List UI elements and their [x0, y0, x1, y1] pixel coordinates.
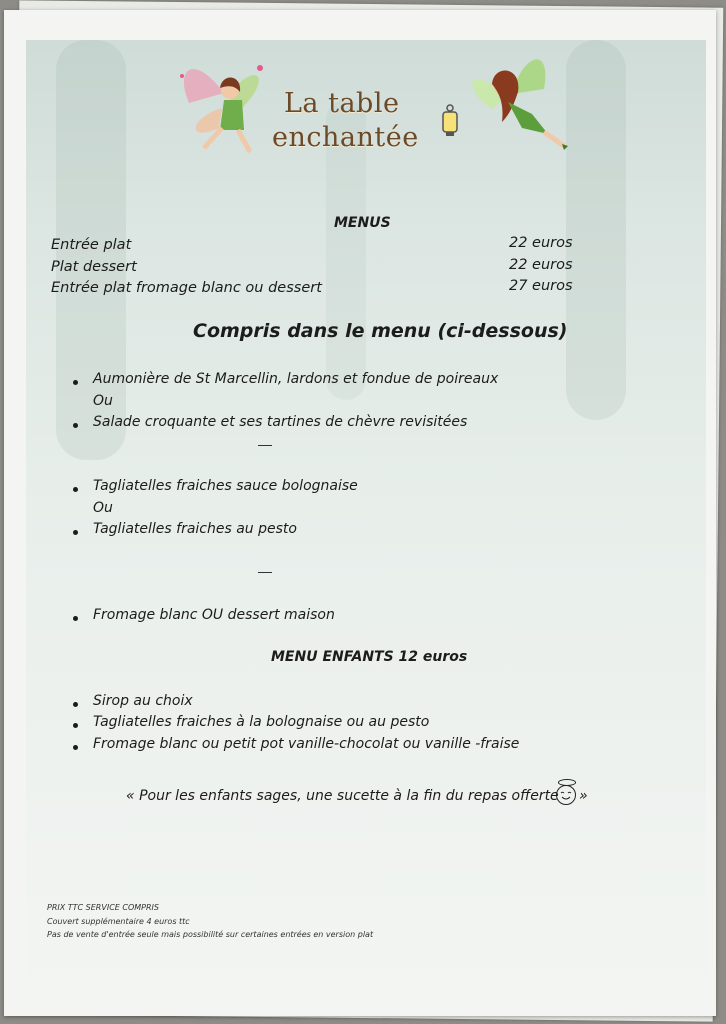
separator-dash — [258, 445, 272, 446]
bullet — [73, 723, 78, 728]
plat-item: Tagliatelles fraiches au pesto — [93, 521, 297, 537]
enfants-item: Fromage blanc ou petit pot vanille-chocolat ou vanille -fraise — [93, 736, 520, 752]
dessert-item: Fromage blanc OU dessert maison — [93, 607, 335, 623]
bullet — [73, 530, 78, 535]
menu-row-label: Plat dessert — [51, 259, 137, 275]
fairy-right-icon — [452, 44, 572, 164]
enfants-item: Sirop au choix — [93, 693, 193, 709]
separator-dash — [258, 572, 272, 573]
menu-row-price: 22 euros — [509, 235, 573, 251]
footer-line: Pas de vente d'entrée seule mais possibilité sur certaines entrées en version plat — [47, 930, 374, 939]
menus-heading: MENUS — [334, 215, 391, 231]
plat-item: Tagliatelles fraiches sauce bolognaise — [93, 478, 358, 494]
bullet — [73, 616, 78, 621]
menu-row-price: 22 euros — [509, 257, 573, 273]
footer-line: Couvert supplémentaire 4 euros ttc — [47, 917, 190, 926]
menu-row-label: Entrée plat fromage blanc ou dessert — [51, 280, 322, 296]
ou-text: Ou — [93, 500, 113, 516]
bullet — [73, 380, 78, 385]
bullet — [73, 702, 78, 707]
footer-line: PRIX TTC SERVICE COMPRIS — [47, 903, 159, 912]
compris-heading: Compris dans le menu (ci-dessous) — [193, 320, 568, 342]
menu-row-price: 27 euros — [509, 278, 573, 294]
quote-end: » — [579, 788, 588, 804]
bullet — [73, 423, 78, 428]
enfants-item: Tagliatelles fraiches à la bolognaise ou au pesto — [93, 714, 430, 730]
logo-line-2: enchantée — [272, 122, 419, 153]
smiley-face-icon — [556, 785, 576, 805]
enfants-heading: MENU ENFANTS 12 euros — [271, 649, 468, 665]
logo-line-1: La table — [284, 88, 400, 119]
bullet — [73, 745, 78, 750]
menu-row-label: Entrée plat — [51, 237, 132, 253]
ou-text: Ou — [93, 393, 113, 409]
bullet — [73, 487, 78, 492]
entree-item: Salade croquante et ses tartines de chèvre revisitées — [93, 414, 468, 430]
fairy-left-icon — [164, 48, 274, 158]
menu-page — [26, 40, 706, 1010]
entree-item: Aumonière de St Marcellin, lardons et fondue de poireaux — [93, 371, 499, 387]
quote-text: « Pour les enfants sages, une sucette à la fin du repas offerte — [126, 788, 559, 804]
